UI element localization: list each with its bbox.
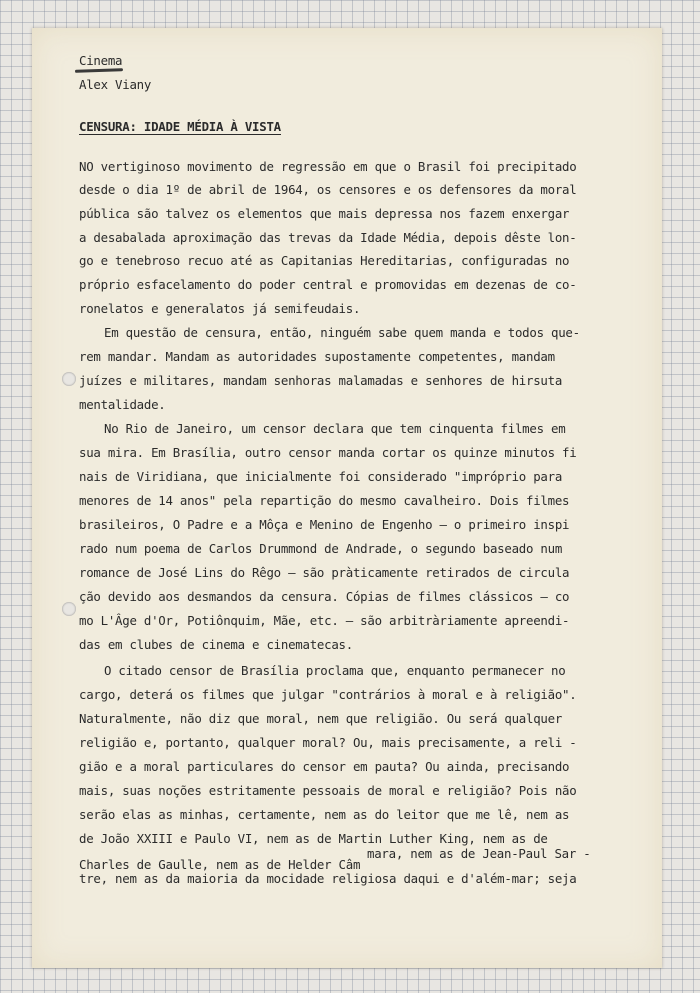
body-line: Charles de Gaulle, nem as de Helder Câm (79, 857, 361, 872)
body-line: a desabalada aproximação das trevas da Idade Média, depois dêste lon- (79, 230, 577, 245)
body-line: rem mandar. Mandam as autoridades supostamente competentes, mandam (79, 349, 555, 364)
body-line: juízes e militares, mandam senhoras malamadas e senhores de hirsuta (79, 373, 563, 388)
body-line: ronelatos e generalatos já semifeudais. (79, 301, 361, 316)
body-line: Em questão de censura, então, ninguém sabe quem manda e todos que- (104, 325, 580, 340)
body-line: go e tenebroso recuo até as Capitanias Hereditarias, configuradas no (79, 253, 570, 268)
body-line: nais de Viridiana, que inicialmente foi considerado "impróprio para (79, 469, 563, 484)
punch-hole-upper (62, 372, 76, 386)
body-line: tre, nem as da maioria da mocidade religiosa daqui e d'além-mar; seja (79, 871, 577, 886)
body-line: serão elas as minhas, certamente, nem as do leitor que me lê, nem as (79, 807, 570, 822)
punch-hole-lower (62, 602, 76, 616)
body-line: O citado censor de Brasília proclama que, enquanto permanecer no (104, 663, 566, 678)
body-line: mo L'Âge d'Or, Potiônquim, Mãe, etc. — são arbitràriamente apreendi- (79, 613, 570, 628)
document-title: CENSURA: IDADE MÉDIA À VISTA (79, 119, 281, 134)
body-line: pública são talvez os elementos que mais depressa nos fazem enxergar (79, 206, 570, 221)
body-line: brasileiros, O Padre e a Môça e Menino de Engenho — o primeiro inspi (79, 517, 570, 532)
author-name: Alex Viany (79, 77, 152, 92)
body-line-inserted: mara, nem as de Jean-Paul Sar - (367, 846, 591, 861)
body-line: rado num poema de Carlos Drummond de Andrade, o segundo baseado num (79, 541, 563, 556)
section-label: Cinema (79, 53, 123, 68)
body-line: religião e, portanto, qualquer moral? Ou, mais precisamente, a reli - (79, 735, 577, 750)
body-line: No Rio de Janeiro, um censor declara que tem cinquenta filmes em (104, 421, 566, 436)
body-line: ção devido aos desmandos da censura. Cópias de filmes clássicos — co (79, 589, 570, 604)
body-line: sua mira. Em Brasília, outro censor manda cortar os quinze minutos fi (79, 445, 577, 460)
body-line: cargo, deterá os filmes que julgar "contrários à moral e à religião". (79, 687, 577, 702)
body-line: próprio esfacelamento do poder central e promovidas em dezenas de co- (79, 277, 577, 292)
body-line: gião e a moral particulares do censor em pauta? Ou ainda, precisando (79, 759, 570, 774)
body-line: desde o dia 1º de abril de 1964, os censores e os defensores da moral (79, 182, 577, 197)
body-line: NO vertiginoso movimento de regressão em que o Brasil foi precipitado (79, 159, 577, 174)
body-line: de João XXIII e Paulo VI, nem as de Martin Luther King, nem as de (79, 831, 548, 846)
body-line: das em clubes de cinema e cinematecas. (79, 637, 353, 652)
body-line: romance de José Lins do Rêgo — são pràticamente retirados de circula (79, 565, 570, 580)
body-line: mentalidade. (79, 397, 166, 412)
body-line: mais, suas noções estritamente pessoais de moral e religião? Pois não (79, 783, 577, 798)
body-line: Naturalmente, não diz que moral, nem que religião. Ou será qualquer (79, 711, 563, 726)
body-line: menores de 14 anos" pela repartição do mesmo cavalheiro. Dois filmes (79, 493, 570, 508)
